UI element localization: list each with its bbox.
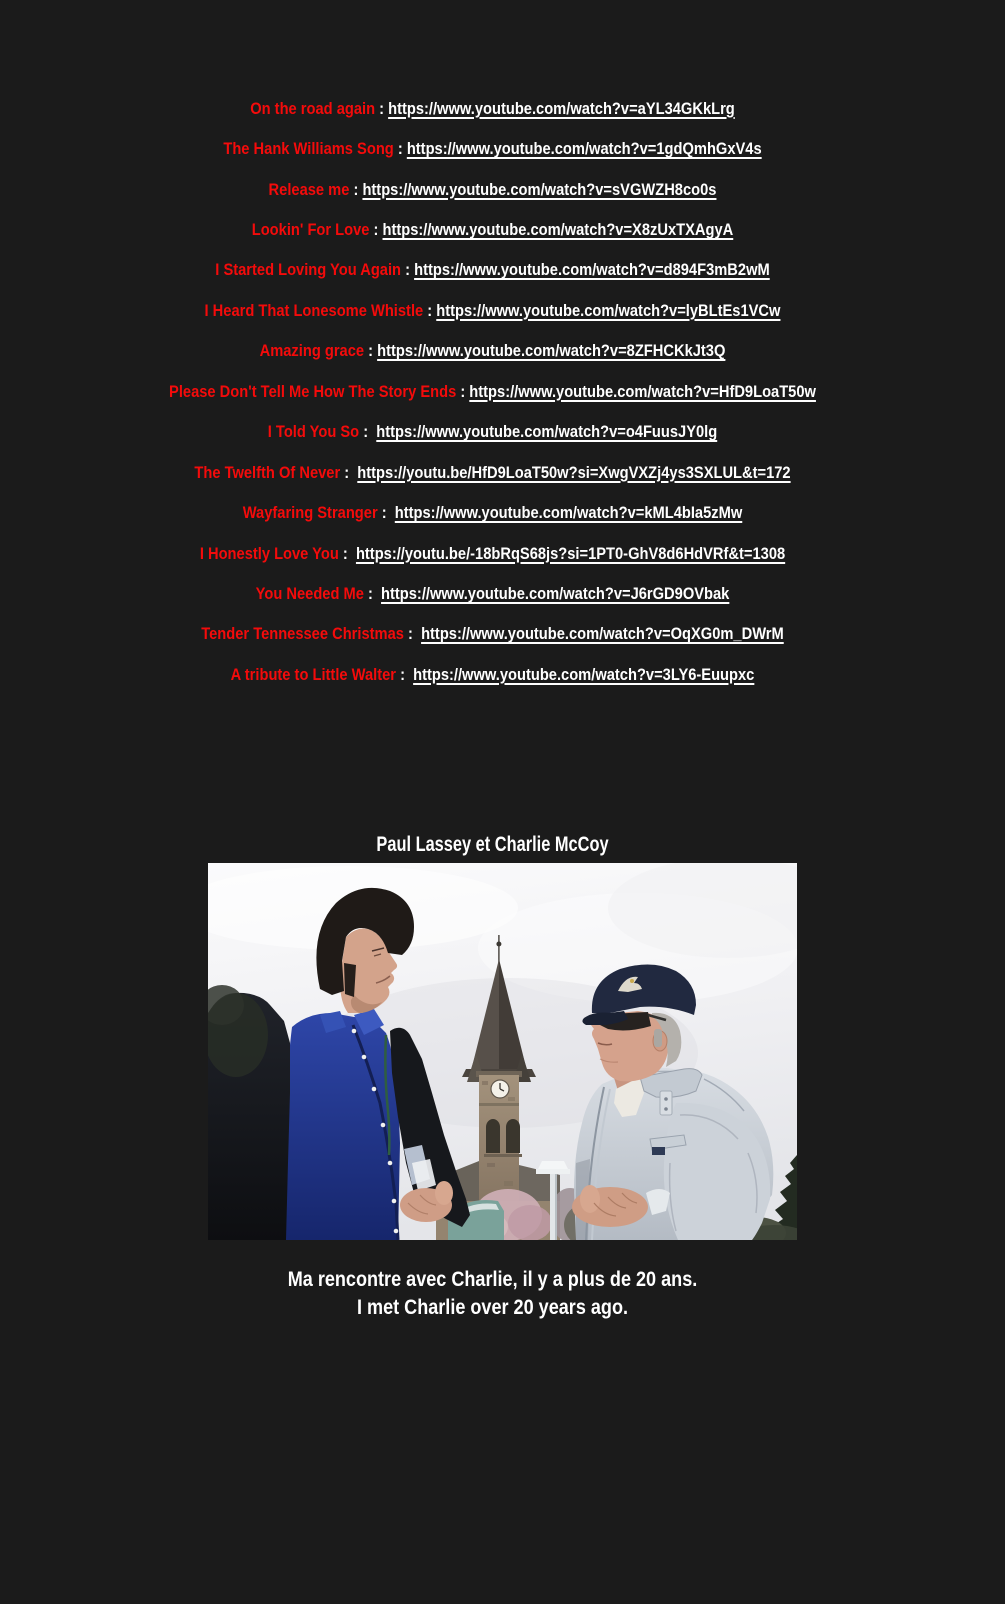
song-title: On the road again (250, 99, 376, 118)
song-separator: : (393, 140, 407, 159)
song-separator: : (456, 382, 470, 401)
song-title: Wayfaring Stranger (242, 504, 378, 523)
photo-caption-en: I met Charlie over 20 years ago. (356, 1295, 629, 1319)
song-link[interactable]: https://www.youtube.com/watch?v=3LY6-Euupxc (413, 665, 755, 684)
song-title: Tender Tennessee Christmas (201, 625, 404, 644)
song-separator: : (349, 180, 363, 199)
song-title: Please Don't Tell Me How The Story Ends (169, 382, 457, 401)
song-row (54, 89, 931, 129)
song-row (54, 655, 931, 695)
song-separator: : (375, 99, 389, 118)
song-separator: : (359, 423, 377, 442)
song-title: Amazing grace (259, 342, 365, 361)
song-title: I Started Loving You Again (215, 261, 402, 280)
photo-caption-fr: Ma rencontre avec Charlie, il y a plus de 20 ans. (287, 1268, 698, 1291)
song-link[interactable]: https://www.youtube.com/watch?v=X8zUxTXAgyA (382, 221, 734, 240)
song-separator: : (403, 625, 422, 644)
song-row (54, 493, 931, 533)
song-list (0, 89, 985, 696)
song-row (54, 615, 931, 655)
song-link[interactable]: https://www.youtube.com/watch?v=aYL34GKkLrg (388, 99, 735, 118)
song-title: I Honestly Love You (199, 544, 339, 563)
song-link[interactable]: https://www.youtube.com/watch?v=o4FuusJY0lg (376, 423, 718, 442)
song-link[interactable]: https://youtu.be/HfD9LoaT50w?si=XwgVXZj4ys3SXLUL&t=172 (357, 463, 791, 482)
song-row (54, 291, 931, 331)
song-row (54, 372, 931, 412)
song-link[interactable]: https://www.youtube.com/watch?v=HfD9LoaT50w (469, 382, 816, 401)
song-row (54, 129, 931, 169)
song-title: Release me (268, 180, 350, 199)
song-separator: : (340, 463, 358, 482)
song-row (54, 210, 931, 250)
song-link[interactable]: https://www.youtube.com/watch?v=1gdQmhGxV4s (406, 140, 762, 159)
photo-image (208, 863, 797, 1240)
song-title: The Hank Williams Song (223, 140, 394, 159)
song-separator: : (401, 261, 415, 280)
song-title: You Needed Me (255, 584, 364, 603)
song-separator: : (363, 584, 382, 603)
song-row (54, 332, 931, 372)
photo-title: Paul Lassey et Charlie McCoy (376, 833, 609, 856)
song-separator: : (423, 301, 437, 320)
song-link[interactable]: https://www.youtube.com/watch?v=J6rGD9OVbak (381, 584, 730, 603)
song-separator: : (377, 504, 395, 523)
song-title: I Heard That Lonesome Whistle (204, 301, 424, 320)
song-separator: : (364, 342, 378, 361)
song-row (54, 413, 931, 453)
song-link[interactable]: https://youtu.be/-18bRqS68js?si=1PT0-GhV8d6HdVRf&t=1308 (355, 544, 786, 563)
song-separator: : (395, 665, 414, 684)
song-link[interactable]: https://www.youtube.com/watch?v=sVGWZH8co0s (362, 180, 717, 199)
song-row (54, 574, 931, 614)
song-title: The Twelfth Of Never (194, 463, 341, 482)
photo-captions (0, 1266, 985, 1321)
song-title: A tribute to Little Walter (230, 665, 396, 684)
song-link[interactable]: https://www.youtube.com/watch?v=OqXG0m_DWrM (421, 625, 784, 644)
photo-paul-charlie (208, 863, 797, 1240)
song-separator: : (338, 544, 356, 563)
song-row (54, 534, 931, 574)
song-link[interactable]: https://www.youtube.com/watch?v=kML4bIa5zMw (394, 504, 743, 523)
song-separator: : (369, 221, 383, 240)
song-link[interactable]: https://www.youtube.com/watch?v=8ZFHCKkJt3Q (377, 342, 726, 361)
song-title: I Told You So (267, 423, 360, 442)
song-title: Lookin' For Love (251, 221, 370, 240)
song-link[interactable]: https://www.youtube.com/watch?v=d894F3mB2wM (414, 261, 770, 280)
song-row (54, 453, 931, 493)
song-row (54, 170, 931, 210)
song-link[interactable]: https://www.youtube.com/watch?v=lyBLtEs1VCw (436, 301, 781, 320)
song-row (54, 251, 931, 291)
